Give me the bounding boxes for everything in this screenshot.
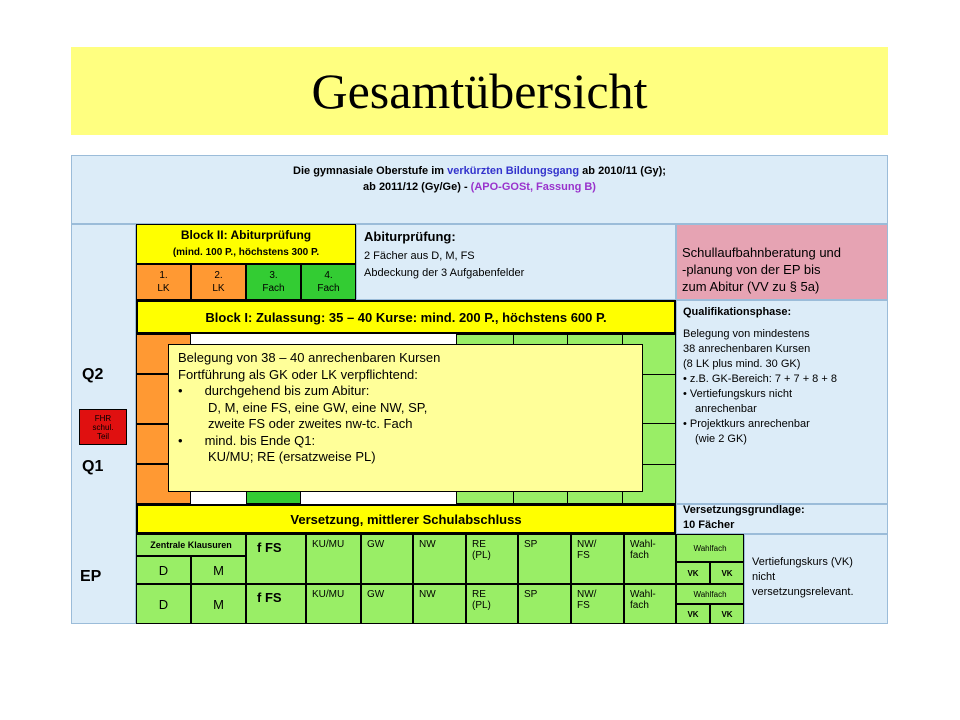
- ep-subject-cell: KU/MU: [306, 584, 361, 624]
- ep-subject-cell: RE (PL): [466, 584, 518, 624]
- fhr-badge: FHR schul. Teil: [79, 409, 127, 445]
- block2-subtitle: (mind. 100 P., höchstens 300 P.: [172, 247, 320, 258]
- ep-d-2: D: [136, 584, 191, 624]
- header-line-1: Die gymnasiale Oberstufe im verkürzten Bildungsgang ab 2010/11 (Gy);: [293, 165, 666, 177]
- vk-side-text: Vertiefungskurs (VK) nicht versetzungsrelevant.: [752, 556, 854, 598]
- ep-subject-cell: SP: [518, 584, 571, 624]
- block2-col-4: 4. Fach: [301, 264, 356, 300]
- ep-subject-cell: KU/MU: [306, 534, 361, 584]
- ep-subject-cell: NW: [413, 584, 466, 624]
- belegung-text: Belegung von 38 – 40 anrechenbaren Kursen Fortführung als GK oder LK verpflichtend: • durchgehend bis zum Abitur: D, M, eine FS, eine GW, eine NW, SP, zweite FS oder zweites nw-tc. Fach • mind. bis Ende Q1: KU/MU; RE (ersatzweise PL): [178, 350, 441, 464]
- slide-title: Gesamtübersicht: [311, 63, 648, 119]
- versetzung-side-text: Versetzungsgrundlage: 10 Fächer: [683, 504, 805, 531]
- ep-subject-cell: GW: [361, 584, 413, 624]
- ep-subject-cell: NW/ FS: [571, 584, 624, 624]
- ep-subject-cell: SP: [518, 534, 571, 584]
- ep-subject-cell: GW: [361, 534, 413, 584]
- block1-row: Block I: Zulassung: 35 – 40 Kurse: mind. 200 P., höchstens 600 P.: [136, 300, 676, 334]
- abitur-line-1: 2 Fächer aus D, M, FS: [364, 250, 475, 262]
- zentrale-klausuren: Zentrale Klausuren: [136, 534, 246, 556]
- ep-ffs-1: f FS: [246, 534, 306, 584]
- vk-1b: VK: [710, 562, 744, 584]
- ep-subject-cell: Wahl- fach: [624, 584, 676, 624]
- ep-m-1: M: [191, 556, 246, 584]
- ep-ffs-2: f FS: [246, 584, 306, 624]
- abitur-line-2: Abdeckung der 3 Aufgabenfelder: [364, 267, 525, 279]
- ep-subject-cell: NW: [413, 534, 466, 584]
- block2-title: Block II: Abiturprüfung: [180, 228, 312, 242]
- ep-subject-cell: NW/ FS: [571, 534, 624, 584]
- ep-m-2: M: [191, 584, 246, 624]
- abitur-title: Abiturprüfung:: [364, 229, 456, 244]
- vk-2a: VK: [676, 604, 710, 624]
- vk-2b: VK: [710, 604, 744, 624]
- vk-1a: VK: [676, 562, 710, 584]
- block2-col-1: 1. LK: [136, 264, 191, 300]
- beratung-text: Schullaufbahnberatung und -planung von der EP bis zum Abitur (VV zu § 5a): [682, 245, 842, 294]
- block2-col-2: 2. LK: [191, 264, 246, 300]
- ep-subject-cell: Wahl- fach: [624, 534, 676, 584]
- ep-subject-cell: RE (PL): [466, 534, 518, 584]
- wahlfach-1: Wahlfach: [676, 534, 744, 562]
- label-q1: Q1: [82, 458, 104, 475]
- label-ep: EP: [80, 568, 102, 585]
- ep-d-1: D: [136, 556, 191, 584]
- label-q2: Q2: [82, 366, 104, 383]
- block2-col-3: 3. Fach: [246, 264, 301, 300]
- header-line-2: ab 2011/12 (Gy/Ge) - (APO-GOSt, Fassung B): [363, 181, 596, 193]
- versetzung-row: Versetzung, mittlerer Schulabschluss: [136, 504, 676, 534]
- quali-text: Qualifikationsphase: Belegung von mindestens 38 anrechenbaren Kursen (8 LK plus mind. 30 GK) • z.B. GK-Bereich: 7 + 7 + 8 + 8 • Vertiefungskurs nicht anrechenbar • Projektkurs anrechenbar (wie 2 GK): [683, 306, 837, 445]
- wahlfach-2: Wahlfach: [676, 584, 744, 604]
